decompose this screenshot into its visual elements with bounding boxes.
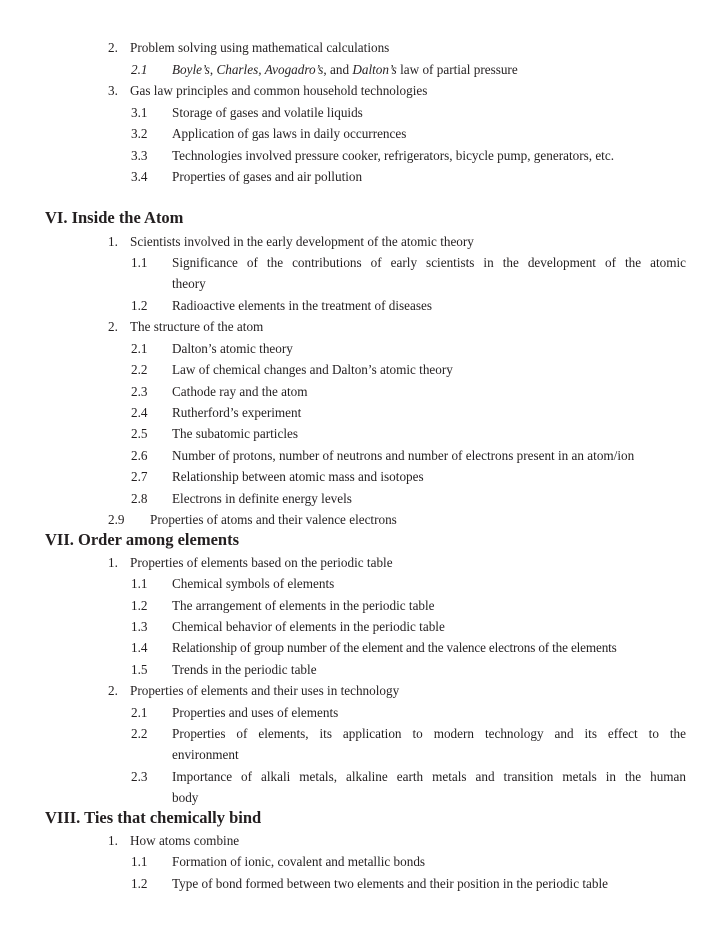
subitem-number: 1.2 [131, 298, 148, 313]
subitem-text: Significance of the contributions of early scientists in the development of the atomic [172, 255, 686, 270]
subitem-number: 2.5 [131, 426, 148, 441]
subitem-number: 2.6 [131, 448, 148, 463]
subitem-text-continued: body [172, 790, 199, 805]
item-text: The structure of the atom [130, 319, 264, 334]
subitem-text: Chemical symbols of elements [172, 576, 335, 591]
item-number: 1. [108, 234, 118, 249]
subitem-text: Trends in the periodic table [172, 662, 317, 677]
subitem-text: Dalton’s atomic theory [172, 341, 293, 356]
subitem-text: Relationship of group number of the element and the valence electrons of the elements [172, 640, 617, 655]
subitem-number: 3.4 [131, 169, 148, 184]
item-number: 2. [108, 683, 118, 698]
subitem-text: Properties of elements, its application to modern technology and its effect to the [172, 726, 686, 741]
subitem-number: 2.2 [131, 362, 148, 377]
subitem-number: 2.9 [108, 512, 125, 527]
subitem-number: 1.1 [131, 576, 148, 591]
subitem-text: Law of chemical changes and Dalton’s atomic theory [172, 362, 453, 377]
item-text: How atoms combine [130, 833, 240, 848]
subitem-number: 3.3 [131, 148, 148, 163]
item-text: Problem solving using mathematical calculations [130, 40, 390, 55]
subitem-text: Application of gas laws in daily occurrences [172, 126, 407, 141]
subitem-text: Storage of gases and volatile liquids [172, 105, 363, 120]
item-number: 3. [108, 83, 118, 98]
subitem-text: Chemical behavior of elements in the periodic table [172, 619, 445, 634]
item-number: 2. [108, 319, 118, 334]
subitem-text: Boyle’s, Charles, Avogadro’s, and Dalton’s law of partial pressure [172, 62, 518, 77]
subitem-text: Technologies involved pressure cooker, refrigerators, bicycle pump, generators, etc. [172, 148, 614, 163]
subitem-number: 1.2 [131, 876, 148, 891]
subitem-text-continued: environment [172, 747, 239, 762]
subitem-number: 2.4 [131, 405, 148, 420]
subitem-number: 1.4 [131, 640, 148, 655]
subitem-text: The arrangement of elements in the periodic table [172, 598, 435, 613]
subitem-number: 1.1 [131, 854, 148, 869]
subitem-text: Rutherford’s experiment [172, 405, 302, 420]
item-text: Gas law principles and common household technologies [130, 83, 428, 98]
subitem-text: Formation of ionic, covalent and metallic bonds [172, 854, 426, 869]
section-heading: VII. Order among elements [45, 530, 240, 549]
subitem-text: Type of bond formed between two elements and their position in the periodic table [172, 876, 608, 891]
subitem-number: 2.1 [131, 62, 148, 77]
item-number: 1. [108, 555, 118, 570]
subitem-text: Number of protons, number of neutrons and number of electrons present in an atom/ion [172, 448, 635, 463]
item-text: Properties of elements and their uses in technology [130, 683, 400, 698]
subitem-number: 2.7 [131, 469, 148, 484]
subitem-text: Properties and uses of elements [172, 705, 339, 720]
subitem-text: Radioactive elements in the treatment of diseases [172, 298, 432, 313]
subitem-number: 2.3 [131, 769, 148, 784]
item-number: 2. [108, 40, 118, 55]
subitem-number: 2.2 [131, 726, 148, 741]
subitem-text: Cathode ray and the atom [172, 384, 308, 399]
subitem-number: 1.1 [131, 255, 148, 270]
item-text: Scientists involved in the early development of the atomic theory [130, 234, 474, 249]
subitem-number: 1.5 [131, 662, 148, 677]
subitem-number: 1.3 [131, 619, 148, 634]
subitem-number: 2.1 [131, 705, 148, 720]
subitem-text: Properties of atoms and their valence electrons [150, 512, 397, 527]
subitem-text: Importance of alkali metals, alkaline earth metals and transition metals in the human [172, 769, 686, 784]
subitem-text-continued: theory [172, 276, 206, 291]
subitem-number: 2.8 [131, 491, 148, 506]
subitem-number: 2.3 [131, 384, 148, 399]
item-text: Properties of elements based on the periodic table [130, 555, 393, 570]
subitem-text: Properties of gases and air pollution [172, 169, 363, 184]
subitem-text: Relationship between atomic mass and isotopes [172, 469, 424, 484]
section-heading: VI. Inside the Atom [45, 208, 184, 227]
subitem-text: The subatomic particles [172, 426, 298, 441]
subitem-number: 3.2 [131, 126, 148, 141]
subitem-number: 3.1 [131, 105, 148, 120]
item-number: 1. [108, 833, 118, 848]
subitem-number: 1.2 [131, 598, 148, 613]
section-heading: VIII. Ties that chemically bind [45, 808, 262, 827]
subitem-number: 2.1 [131, 341, 148, 356]
subitem-text: Electrons in definite energy levels [172, 491, 352, 506]
